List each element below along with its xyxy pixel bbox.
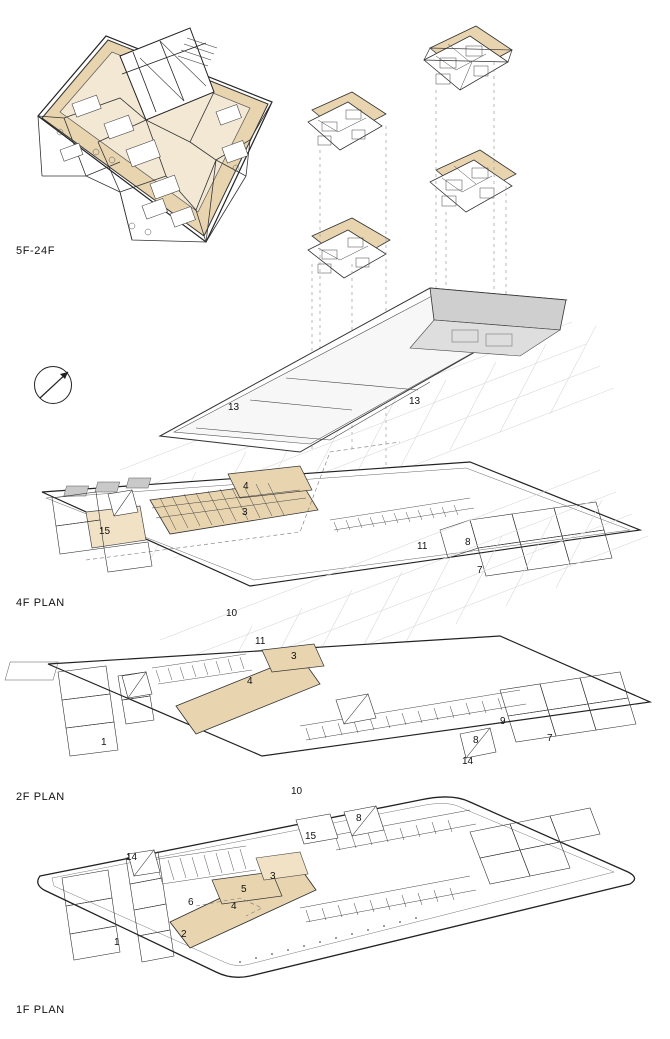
room-number: 3 xyxy=(291,651,297,662)
label-2f-plan: 2F PLAN xyxy=(16,791,65,803)
room-number: 3 xyxy=(242,507,248,518)
tower-floorplate-cluster xyxy=(308,26,516,278)
room-number: 4 xyxy=(247,676,253,687)
room-number: 2 xyxy=(181,929,187,940)
room-number: 10 xyxy=(291,786,303,797)
room-number: 1 xyxy=(101,737,107,748)
label-5f-24f: 5F-24F xyxy=(16,245,56,257)
plan-4f xyxy=(42,288,640,586)
label-4f-plan: 4F PLAN xyxy=(16,597,65,609)
room-number: 7 xyxy=(547,733,553,744)
label-1f-plan: 1F PLAN xyxy=(16,1004,65,1016)
room-number: 6 xyxy=(188,897,194,908)
plan-5f-24f-typical-unit xyxy=(38,28,272,242)
room-number: 11 xyxy=(255,636,266,647)
room-number: 11 xyxy=(417,541,428,552)
room-number: 13 xyxy=(228,402,240,413)
room-number: 8 xyxy=(465,537,471,548)
room-number: 4 xyxy=(243,481,249,492)
room-number: 8 xyxy=(356,813,362,824)
room-number: 3 xyxy=(270,871,276,882)
room-number: 14 xyxy=(126,852,138,863)
room-number: 15 xyxy=(99,526,111,537)
room-number: 7 xyxy=(477,565,483,576)
room-number: 5 xyxy=(241,884,247,895)
plan-1f xyxy=(38,797,635,977)
room-number: 10 xyxy=(226,608,238,619)
room-number: 14 xyxy=(462,756,474,767)
room-number: 13 xyxy=(409,396,421,407)
room-number: 1 xyxy=(114,937,120,948)
north-arrow xyxy=(34,366,90,406)
room-number: 8 xyxy=(473,735,479,746)
north-arrow-needle xyxy=(34,366,90,410)
room-number: 9 xyxy=(500,716,506,727)
room-number: 4 xyxy=(231,901,237,912)
room-number: 15 xyxy=(305,831,317,842)
